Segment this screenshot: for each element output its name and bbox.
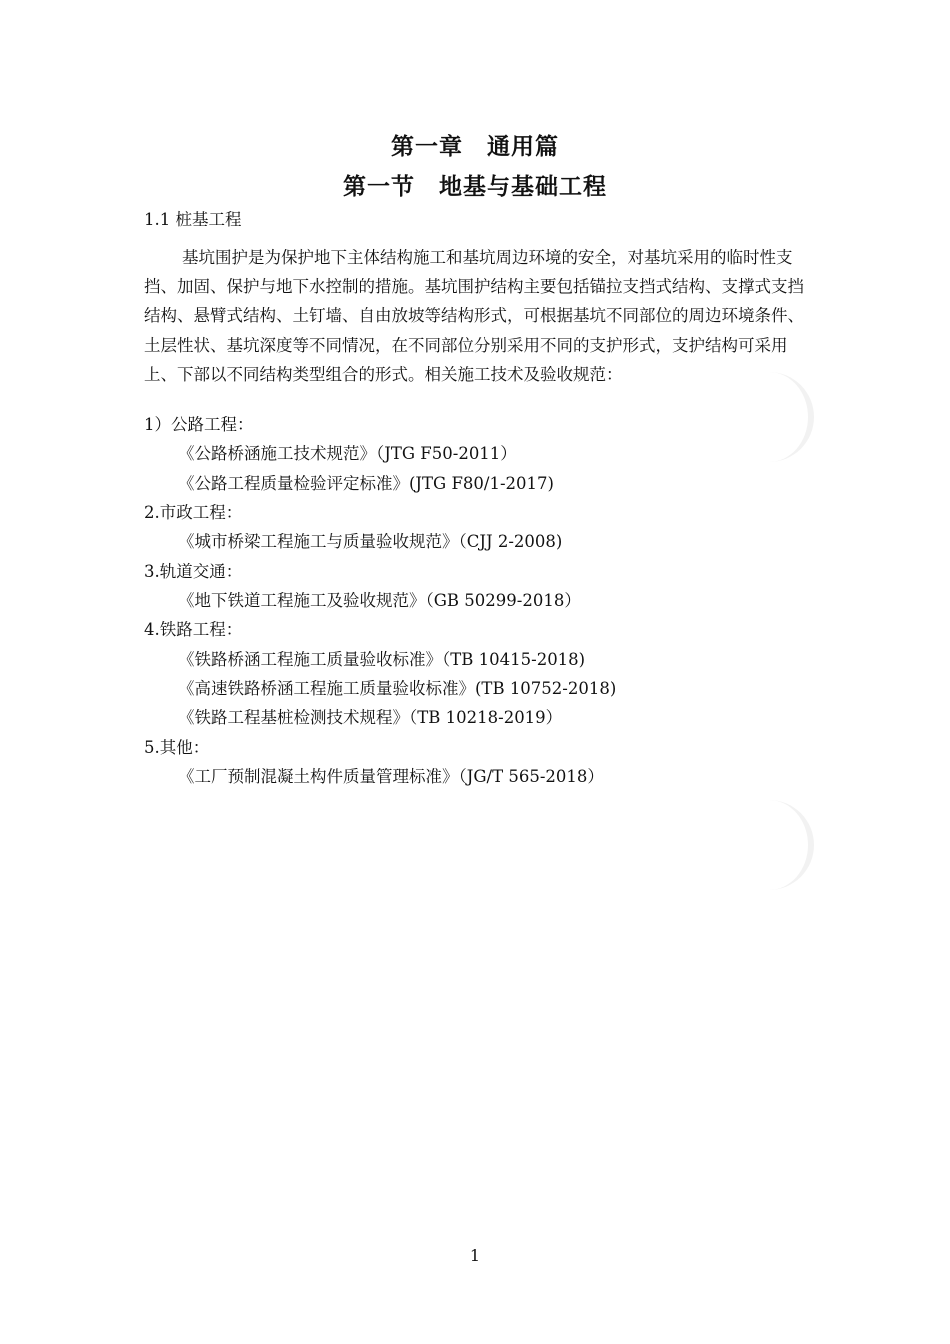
list-item: 《铁路桥涵工程施工质量验收标准》（TB 10415-2018): [178, 650, 586, 669]
list-item: 《公路桥涵施工技术规范》（JTG F50-2011）: [178, 444, 517, 463]
section-title: 第一节 地基与基础工程: [343, 174, 607, 200]
list-item: 《公路工程质量检验评定标准》(JTG F80/1-2017): [178, 474, 554, 493]
list-item: 《工厂预制混凝土构件质量管理标准》（JG/T 565-2018）: [178, 767, 604, 786]
page-number: 1: [469, 1246, 481, 1265]
subsection-heading: 1.1 桩基工程: [144, 210, 242, 229]
body-paragraph: 基坑围护是为保护地下主体结构施工和基坑周边环境的安全，对基坑采用的临时性支挡、加固、保护与地下水控制的措施。基坑围护结构主要包括锚拉支挡式结构、支撑式支挡结构、悬臂式结构、土钉墙、自由放坡等结构形式，可根据基坑不同部位的周边环境条件、土层性状、基坑深度等不同情况，在不同部位分别采用不同的支护形式，支护结构可采用上、下部以不同结构类型组合的形式。相关施工技术及验收规范：: [144, 248, 804, 384]
decorative-arc: [748, 800, 814, 890]
group-heading-municipal: 2.市政工程：: [144, 503, 243, 522]
list-item: 《高速铁路桥涵工程施工质量验收标准》(TB 10752-2018): [178, 679, 617, 698]
list-item: 《地下铁道工程施工及验收规范》（GB 50299-2018）: [178, 591, 581, 610]
group-heading-highway: 1）公路工程：: [144, 415, 254, 434]
list-item: 《铁路工程基桩检测技术规程》（TB 10218-2019）: [178, 708, 563, 727]
group-heading-railway: 4.铁路工程：: [144, 620, 243, 639]
chapter-title: 第一章 通用篇: [391, 134, 559, 160]
list-item: 《城市桥梁工程施工与质量验收规范》（CJJ 2-2008): [178, 532, 563, 551]
group-heading-rail-transit: 3.轨道交通：: [144, 562, 243, 581]
group-heading-other: 5.其他：: [144, 738, 210, 757]
